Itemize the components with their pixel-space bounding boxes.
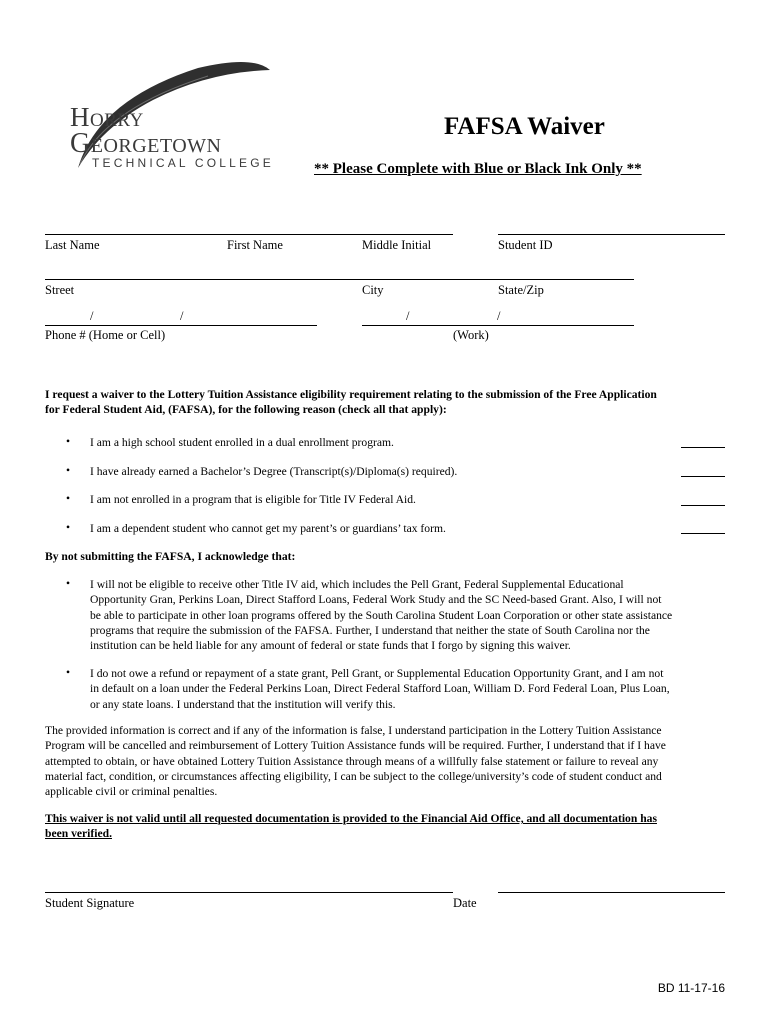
phone-separator: / [497, 309, 501, 323]
bullet-icon: • [66, 666, 71, 679]
logo-text-horry: Horry [70, 102, 144, 132]
reason-check-blank[interactable] [681, 447, 725, 448]
signature-field-line[interactable] [45, 892, 453, 893]
phone-work-label: (Work) [453, 328, 489, 342]
bullet-icon: • [66, 492, 71, 505]
phone-separator: / [90, 309, 94, 323]
reason-check-blank[interactable] [681, 476, 725, 477]
acknowledge-line: I will not be eligible to receive other Title IV aid, which includes the Pell Grant, Federal Supplemental Educational [90, 578, 624, 591]
date-field-line[interactable] [498, 892, 725, 893]
acknowledge-line: Opportunity Gran, Perkins Loan, Direct Stafford Loans, Federal Work Study and the SC Need-based Grant. Also, I will not [90, 593, 662, 607]
last-name-label: Last Name [45, 238, 100, 252]
acknowledge-heading: By not submitting the FAFSA, I acknowledge that: [45, 550, 296, 563]
certification-statement [45, 723, 735, 799]
reason-item: I am not enrolled in a program that is eligible for Title IV Federal Aid. [90, 493, 416, 506]
acknowledge-item [90, 577, 740, 653]
request-intro-line: I request a waiver to the Lottery Tuition Assistance eligibility requirement relating to the submission of the Free Application [45, 388, 657, 401]
acknowledge-line: programs that require the submission of the FAFSA. Further, I understand that neither the state of South Carolina nor the [90, 623, 650, 637]
middle-initial-label: Middle Initial [362, 238, 432, 252]
acknowledge-line: I do not owe a refund or repayment of a state grant, Pell Grant, or Supplemental Education Opportunity Grant, and I am not [90, 667, 664, 680]
acknowledge-item [90, 666, 740, 712]
name-field-line[interactable] [45, 234, 453, 235]
logo-text-technical-college: TECHNICAL COLLEGE [92, 156, 274, 170]
city-label: City [362, 283, 384, 297]
statement-line: attempted to obtain, or have obtained Lottery Tuition Assistance through means of a willfully false statement or failure to reveal any [45, 754, 659, 768]
bullet-icon: • [66, 435, 71, 448]
acknowledge-line: in default on a loan under the Federal Perkins Loan, Direct Federal Stafford Loan, William D. Ford Federal Loan, Plus Loan, [90, 682, 670, 696]
first-name-label: First Name [227, 238, 283, 252]
bullet-icon: • [66, 521, 71, 534]
acknowledge-line: be able to participate in other loan programs offered by the South Carolina Student Loan Corporation or other state assistance [90, 608, 673, 622]
acknowledge-line: institution can be held liable for any amount of federal or state funds that I forgo by signing this waiver. [90, 639, 571, 653]
state-zip-label: State/Zip [498, 283, 544, 297]
reason-check-blank[interactable] [681, 533, 725, 534]
reason-item: I have already earned a Bachelor’s Degree (Transcript(s)/Diploma(s) required). [90, 465, 458, 478]
statement-line: The provided information is correct and if any of the information is false, I understand participation in the Lottery Tuition Assistance [45, 724, 662, 737]
phone-home-label: Phone # (Home or Cell) [45, 328, 166, 342]
statement-line: applicable civil or criminal penalties. [45, 785, 218, 799]
student-signature-label: Student Signature [45, 896, 135, 910]
date-label: Date [453, 896, 477, 910]
bullet-icon: • [66, 464, 71, 477]
home-phone-field-line[interactable] [45, 325, 317, 326]
notice-line: been verified. [45, 827, 112, 841]
statement-line: Program will be cancelled and reimbursement of Lottery Tuition Assistance funds will be required. Further, I understand that if I have [45, 739, 666, 753]
statement-line: material fact, condition, or circumstances affecting eligibility, I can be subject to the college/university’s code of student conduct and [45, 769, 662, 783]
reason-check-blank[interactable] [681, 505, 725, 506]
request-intro [45, 387, 735, 418]
page-title: FAFSA Waiver [444, 113, 605, 140]
student-id-field-line[interactable] [498, 234, 725, 235]
phone-separator: / [180, 309, 184, 323]
notice-line: This waiver is not valid until all requested documentation is provided to the Financial Aid Office, and all documentation has [45, 812, 657, 825]
phone-separator: / [406, 309, 410, 323]
form-code: BD 11-17-16 [657, 981, 725, 995]
validity-notice [45, 811, 735, 842]
bullet-icon: • [66, 577, 71, 590]
ink-instruction: ** Please Complete with Blue or Black Ink Only ** [314, 161, 642, 177]
reason-item: I am a dependent student who cannot get my parent’s or guardians’ tax form. [90, 522, 446, 535]
reason-item: I am a high school student enrolled in a dual enrollment program. [90, 436, 394, 449]
acknowledge-line: or any state loans. I understand that the institution will verify this. [90, 697, 396, 711]
street-label: Street [45, 283, 75, 297]
logo-text-georgetown: Georgetown [70, 128, 222, 159]
request-intro-line: for Federal Student Aid, (FAFSA), for the following reason (check all that apply): [45, 403, 447, 417]
college-logo [58, 60, 278, 180]
address-field-line[interactable] [45, 279, 634, 280]
work-phone-field-line[interactable] [362, 325, 634, 326]
student-id-label: Student ID [498, 238, 553, 252]
